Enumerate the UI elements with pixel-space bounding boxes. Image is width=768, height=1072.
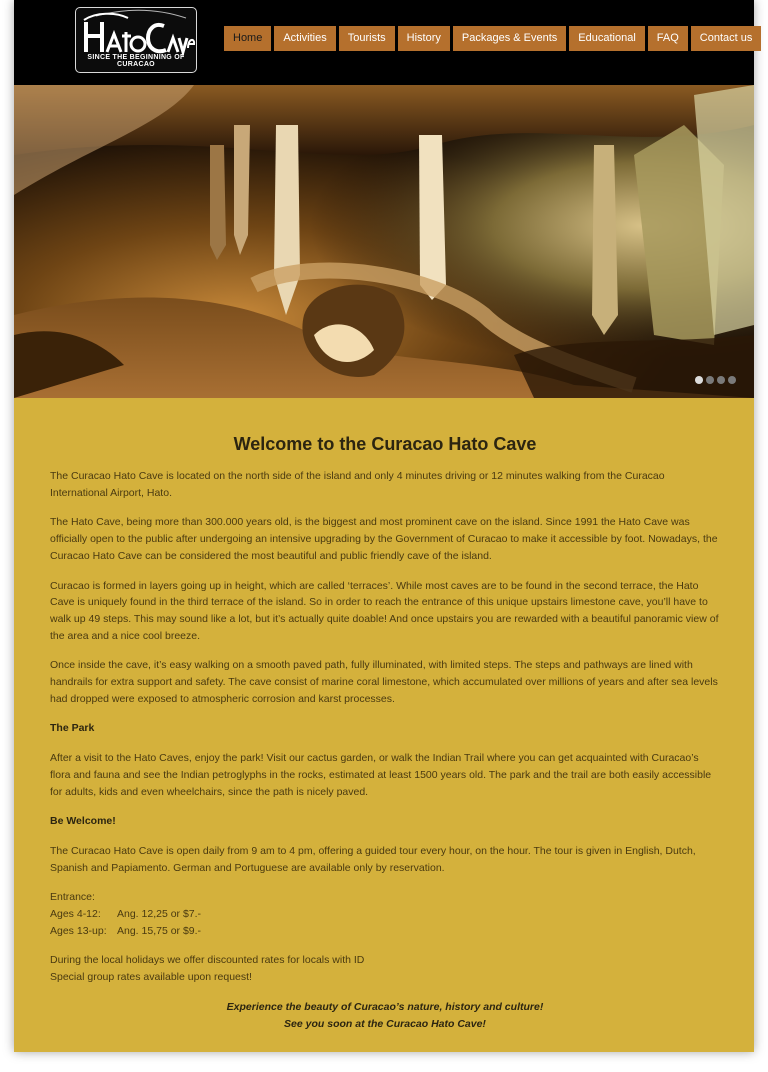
nav-item-packages-events[interactable]: Packages & Events — [453, 26, 566, 51]
entrance-rates — [50, 889, 720, 939]
main-content — [50, 398, 720, 1032]
rate-price: Ang. 12,25 or $7.- — [117, 908, 202, 921]
intro-paragraph-4: Once inside the cave, it’s easy walking on a smooth paved path, fully illuminated, with limited steps. The steps and pathways are lined with handrails for extra support and safety. The cave consist of marine coral limestone, which accumulated over millions of years and after sea levels had dropped were exposed to atmospheric corrosion and karst processes. — [50, 659, 718, 705]
entrance-label: Entrance: — [50, 891, 95, 904]
slider-dots — [695, 376, 736, 384]
site-logo[interactable] — [75, 7, 197, 73]
slider-dot-1[interactable] — [695, 376, 703, 384]
welcome-paragraph: The Curacao Hato Cave is open daily from 9 am to 4 pm, offering a guided tour every hour, on the hour. The tour is given in English, Dutch, Spanish and Papiamento. German and Portuguese are available only by reservation. — [50, 844, 696, 874]
nav-item-home[interactable]: Home — [224, 26, 271, 51]
park-paragraph: After a visit to the Hato Caves, enjoy the park! Visit our cactus garden, or walk the Indian Trail where you can get acquainted with Curacao’s flora and fauna and see the Indian petroglyphs in the rocks, estimated at least 1500 years old. The park and the trail are both easily accessible for adults, kids and even wheelchairs, since the path is nicely paved. — [50, 752, 712, 798]
park-heading: The Park — [50, 722, 95, 735]
closing-line-1: Experience the beauty of Curacao’s nature, history and culture! — [226, 1000, 544, 1013]
nav-item-activities[interactable]: Activities — [274, 26, 335, 51]
note-local-holidays: During the local holidays we offer discounted rates for locals with ID — [50, 954, 365, 967]
intro-paragraph-1: The Curacao Hato Cave is located on the north side of the island and only 4 minutes driving or 12 minutes walking from the Curacao International Airport, Hato. — [50, 470, 665, 499]
rate-row — [50, 906, 720, 923]
header — [14, 0, 754, 85]
note-group-rates: Special group rates available upon request! — [50, 971, 252, 984]
intro-paragraph-3: Curacao is formed in layers going up in height, which are called ‘terraces’. While most caves are to be found in the second terrace, the Hato Cave is uniquely found in the third terrace of the island. So in order to reach the entrance of this unique upstairs limestone cave, you’ll have to walk up 49 steps. This may sound like a lot, but it’s actually quite doable! And once upstairs you are rewarded with a beautiful panoramic view of the area and a nice cool breeze. — [50, 579, 719, 642]
page — [14, 0, 754, 1052]
rate-age: Ages 13-up: — [50, 924, 107, 937]
logo-tagline: SINCE THE BEGINNING OF CURACAO — [87, 54, 185, 68]
slider-dot-3[interactable] — [717, 376, 725, 384]
rate-age: Ages 4-12: — [50, 908, 101, 921]
cave-photo — [14, 85, 754, 398]
closing-message — [50, 999, 720, 1032]
nav-item-faq[interactable]: FAQ — [648, 26, 688, 51]
main-nav — [224, 26, 761, 51]
page-title: Welcome to the Curacao Hato Cave — [233, 434, 537, 454]
slider-dot-4[interactable] — [728, 376, 736, 384]
hero-slider[interactable] — [14, 85, 754, 398]
slider-dot-2[interactable] — [706, 376, 714, 384]
rate-row — [50, 923, 720, 940]
nav-item-educational[interactable]: Educational — [569, 26, 645, 51]
welcome-heading: Be Welcome! — [50, 815, 116, 828]
rate-price: Ang. 15,75 or $9.- — [117, 924, 202, 937]
nav-item-tourists[interactable]: Tourists — [339, 26, 395, 51]
nav-item-contact-us[interactable]: Contact us — [691, 26, 762, 51]
closing-line-2: See you soon at the Curacao Hato Cave! — [284, 1017, 486, 1030]
intro-paragraph-2: The Hato Cave, being more than 300.000 years old, is the biggest and most prominent cave on the island. Since 1991 the Hato Cave was officially open to the public after undergoing an intensive upgrading by the Government of Curacao to make it accessible by foot. Nowadays, the Curacao Hato Cave can be considered the most beautiful and public friendly cave of the island. — [50, 516, 718, 562]
nav-item-history[interactable]: History — [398, 26, 450, 51]
notes — [50, 952, 720, 985]
